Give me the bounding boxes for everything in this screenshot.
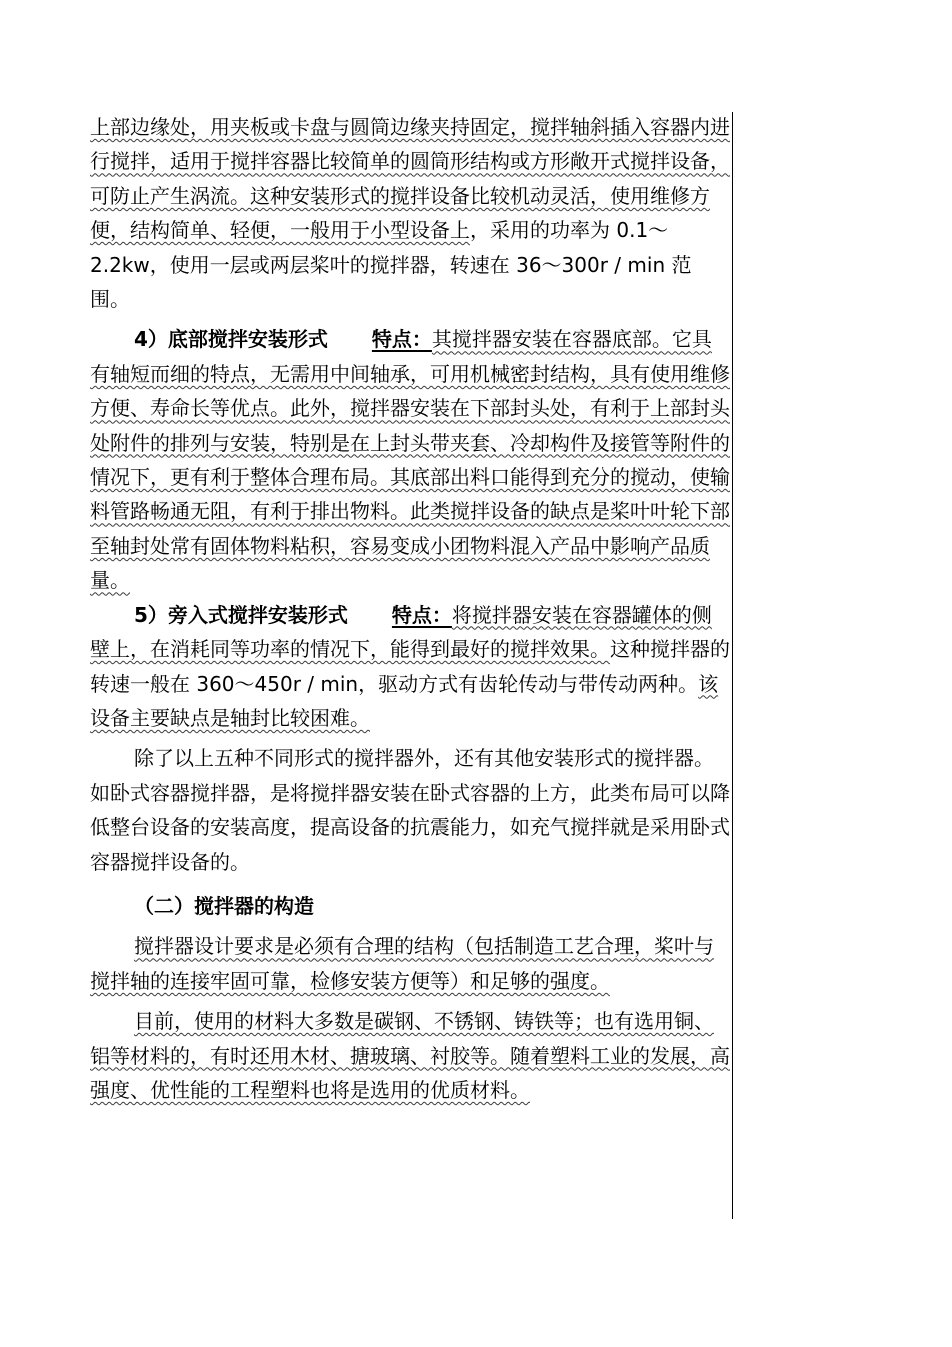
underlined-text: 该设备主要缺点是轴封比较困难。: [90, 671, 719, 730]
paragraph-text: 这种搅拌器的转速一般在 360～450r / min，驱动方式有齿轮传动与带传动两种。: [90, 637, 730, 696]
section-heading: （二）搅拌器的构造: [134, 893, 314, 918]
paragraph-structure-requirements: [90, 929, 730, 998]
underlined-text: 将搅拌器安装在容器罐体的侧壁上，在消耗同等功率的情况下，能得到最好的搅拌效果。: [90, 602, 712, 662]
paragraph-bottom-mount: [90, 322, 730, 597]
underlined-text: 搅拌器设计要求是必须有合理的结构（包括制造工艺合理，桨叶与搅拌轴的连接牢固可靠，检修安装方便等）和足够的强度。: [90, 934, 714, 993]
underlined-text: 目前，使用的材料大多数是碳钢、不锈钢、铸铁等；也有选用铜、铝等材料的，有时还用木材、搪玻璃、衬胶等。随着塑料工业的发展，高强度、优性能的工程塑料也将是选用的优质材料。: [90, 1009, 730, 1102]
subsection-heading: 5）旁入式搅拌安装形式: [134, 602, 348, 627]
feature-label: 特点：: [391, 602, 452, 627]
document-body: [90, 110, 730, 1107]
underlined-text: 上部边缘处，用夹板或卡盘与圆筒边缘夹持固定，搅拌轴斜插入容器内进行搅拌，适用于搅拌容器比较简单的圆筒形结构或方形敞开式搅拌设备，可防止产生涡流。这种安装形式的搅拌设备比较机动灵活，使用维修方便，结构简单、轻便，一般用于小型设备上: [90, 115, 730, 243]
feature-label: 特点：: [371, 327, 432, 352]
paragraph-other-forms: [90, 741, 730, 879]
paragraph-materials: [90, 1004, 730, 1107]
paragraph-side-entry: [90, 598, 730, 736]
underlined-text: 其搅拌器安装在容器底部。它具有轴短而细的特点，无需用中间轴承，可用机械密封结构，具有使用维修方便、寿命长等优点。此外，搅拌器安装在下部封头处，有利于上部封头处附件的排列与安装，特别是在上封头带夹套、冷却构件及接管等附件的情况下，更有利于整体合理布局。其底部出料口能得到充分的搅动，使输料管路畅通无阻，有利于排出物料。此类搅拌设备的缺点是桨叶叶轮下部至轴封处常有固体物料粘积，容易变成小团物料混入产品中影响产品质量。: [90, 327, 730, 593]
margin-rule: [732, 112, 733, 1219]
paragraph-top-mount-continued: [90, 110, 730, 316]
paragraph-text: 除了以上五种不同形式的搅拌器外，还有其他安装形式的搅拌器。如卧式容器搅拌器，是将搅拌器安装在卧式容器的上方，此类布局可以降低整台设备的安装高度，提高设备的抗震能力，如充气搅拌就是采用卧式容器搅拌设备的。: [90, 746, 730, 874]
subsection-heading: 4）底部搅拌安装形式: [134, 327, 328, 352]
paragraph-text: ，采用的功率为 0.1～2.2kw，使用一层或两层桨叶的搅拌器，转速在 36～300r / min 范围。: [90, 218, 692, 312]
